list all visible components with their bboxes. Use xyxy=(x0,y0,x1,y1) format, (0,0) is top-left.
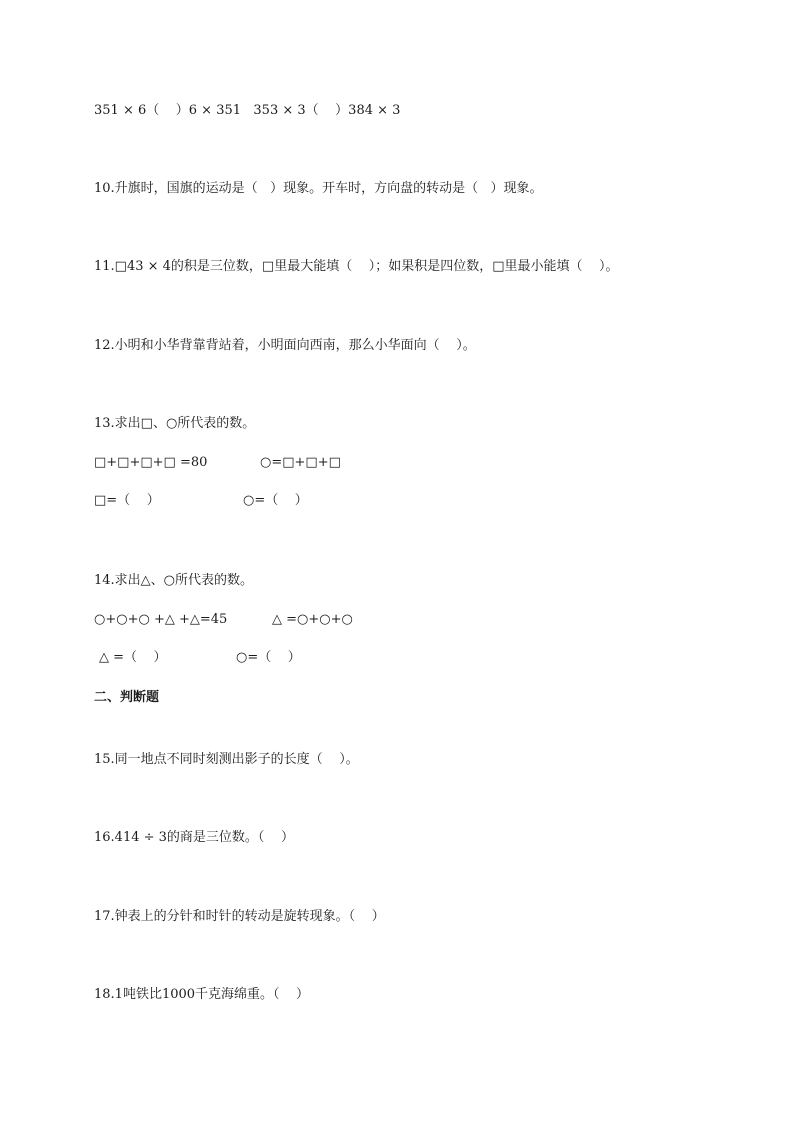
question-14-answer-2: ○=（ ） xyxy=(236,650,301,665)
question-13-answer-2: ○=（ ） xyxy=(243,493,308,508)
question-17: 17.钟表上的分针和时针的转动是旋转现象。（ ） xyxy=(94,909,385,924)
question-14-equation-1: ○+○+○ +△ +△=45 xyxy=(94,612,228,627)
question-12: 12.小明和小华背靠背站着，小明面向西南，那么小华面向（ ）。 xyxy=(94,338,476,353)
question-14-answer-1: △ =（ ） xyxy=(99,650,167,665)
question-13-answer-1: □=（ ） xyxy=(94,493,160,508)
question-10: 10.升旗时，国旗的运动是（ ）现象。开车时，方向盘的转动是（ ）现象。 xyxy=(94,181,543,196)
question-14-equation-2: △ =○+○+○ xyxy=(272,612,353,627)
question-15: 15.同一地点不同时刻测出影子的长度（ ）。 xyxy=(94,752,359,767)
question-13-equation-2: ○=□+□+□ xyxy=(260,455,341,470)
question-18: 18.1吨铁比1000千克海绵重。（ ） xyxy=(94,987,310,1002)
comparison-line: 351 × 6（ ）6 × 351 353 × 3（ ）384 × 3 xyxy=(94,103,401,118)
question-11: 11.□43 × 4的积是三位数，□里最大能填（ ）；如果积是四位数，□里最小能填（ ）。 xyxy=(94,259,619,274)
question-16: 16.414 ÷ 3的商是三位数。（ ） xyxy=(94,830,294,845)
question-13: 13.求出□、○所代表的数。 xyxy=(94,416,256,431)
section-heading-judgment: 二、判断题 xyxy=(94,690,160,705)
question-14: 14.求出△、○所代表的数。 xyxy=(94,573,254,588)
question-13-equation-1: □+□+□+□ =80 xyxy=(94,455,208,470)
